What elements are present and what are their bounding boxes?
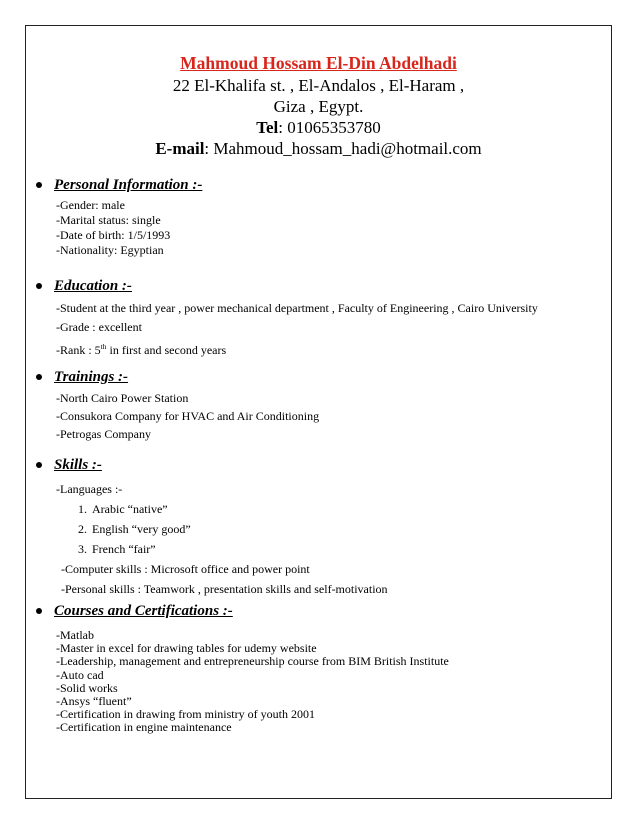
bullet-icon bbox=[36, 608, 42, 614]
list-item: -Certification in engine maintenance bbox=[56, 720, 232, 735]
education-rank bbox=[34, 337, 604, 360]
bullet-icon bbox=[36, 374, 42, 380]
list-item: -Consukora Company for HVAC and Air Conditioning bbox=[56, 409, 320, 423]
section-title-text: Education :- bbox=[54, 278, 132, 294]
section-title bbox=[34, 176, 604, 194]
email-value: : Mahmoud_hossam_hadi@hotmail.com bbox=[204, 139, 482, 158]
section-title bbox=[34, 602, 604, 620]
rank-superscript: th bbox=[100, 342, 107, 351]
email bbox=[25, 138, 612, 159]
telephone bbox=[25, 117, 612, 138]
section-trainings bbox=[34, 368, 604, 443]
section-title bbox=[34, 277, 604, 295]
list-item: -Nationality: Egyptian bbox=[56, 243, 164, 257]
header bbox=[25, 52, 612, 159]
list-item: -Matlab bbox=[56, 628, 94, 642]
section-education bbox=[34, 277, 604, 360]
section-courses bbox=[34, 602, 604, 735]
rank-prefix: -Rank : 5 bbox=[56, 343, 101, 357]
computer-skills: -Computer skills : Microsoft office and power point bbox=[61, 562, 310, 576]
section-title-text: Skills :- bbox=[54, 457, 102, 473]
education-student: -Student at the third year , power mechanical department , Faculty of Engineering , Cairo University bbox=[56, 301, 538, 315]
address-line-2: Giza , Egypt. bbox=[273, 97, 364, 116]
section-title-text: Personal Information :- bbox=[54, 177, 203, 193]
bullet-icon bbox=[36, 462, 42, 468]
list-item: -Leadership, management and entrepreneurship course from BIM British Institute bbox=[56, 654, 449, 669]
tel-label: Tel bbox=[256, 118, 279, 137]
section-title-text: Trainings :- bbox=[54, 369, 129, 385]
address-line-1: 22 El-Khalifa st. , El-Andalos , El-Haram , bbox=[172, 76, 465, 95]
list-item: -Master in excel for drawing tables for udemy website bbox=[56, 641, 317, 656]
list-item: -Solid works bbox=[56, 680, 118, 695]
email-label: E-mail bbox=[155, 139, 205, 158]
list-item: -North Cairo Power Station bbox=[56, 391, 189, 405]
languages-label: -Languages :- bbox=[56, 482, 123, 496]
list-item: -Ansys “fluent” bbox=[56, 694, 132, 709]
education-grade: -Grade : excellent bbox=[56, 320, 142, 334]
bullet-icon bbox=[36, 182, 42, 188]
section-title bbox=[34, 456, 604, 474]
personal-skills: -Personal skills : Teamwork , presentation skills and self-motivation bbox=[61, 582, 388, 596]
list-item: -Petrogas Company bbox=[56, 427, 151, 441]
list-item: -Date of birth: 1/5/1993 bbox=[56, 228, 171, 242]
section-title bbox=[34, 368, 604, 386]
rank-suffix: in first and second years bbox=[106, 343, 227, 357]
list-item: -Certification in drawing from ministry of youth 2001 bbox=[56, 707, 315, 722]
list-item: -Auto cad bbox=[56, 667, 104, 682]
bullet-icon bbox=[36, 283, 42, 289]
language-item: 2. English “very good” bbox=[78, 522, 191, 536]
section-personal-information bbox=[34, 176, 604, 258]
language-item: 3. French “fair” bbox=[78, 542, 156, 556]
section-skills bbox=[34, 456, 604, 599]
list-item: -Gender: male bbox=[56, 198, 125, 212]
candidate-name: Mahmoud Hossam El-Din Abdelhadi bbox=[180, 53, 457, 73]
section-title-text: Courses and Certifications :- bbox=[54, 603, 233, 619]
list-item: -Marital status: single bbox=[56, 213, 161, 227]
tel-value: : 01065353780 bbox=[278, 118, 381, 137]
language-item: 1. Arabic “native” bbox=[78, 502, 168, 516]
